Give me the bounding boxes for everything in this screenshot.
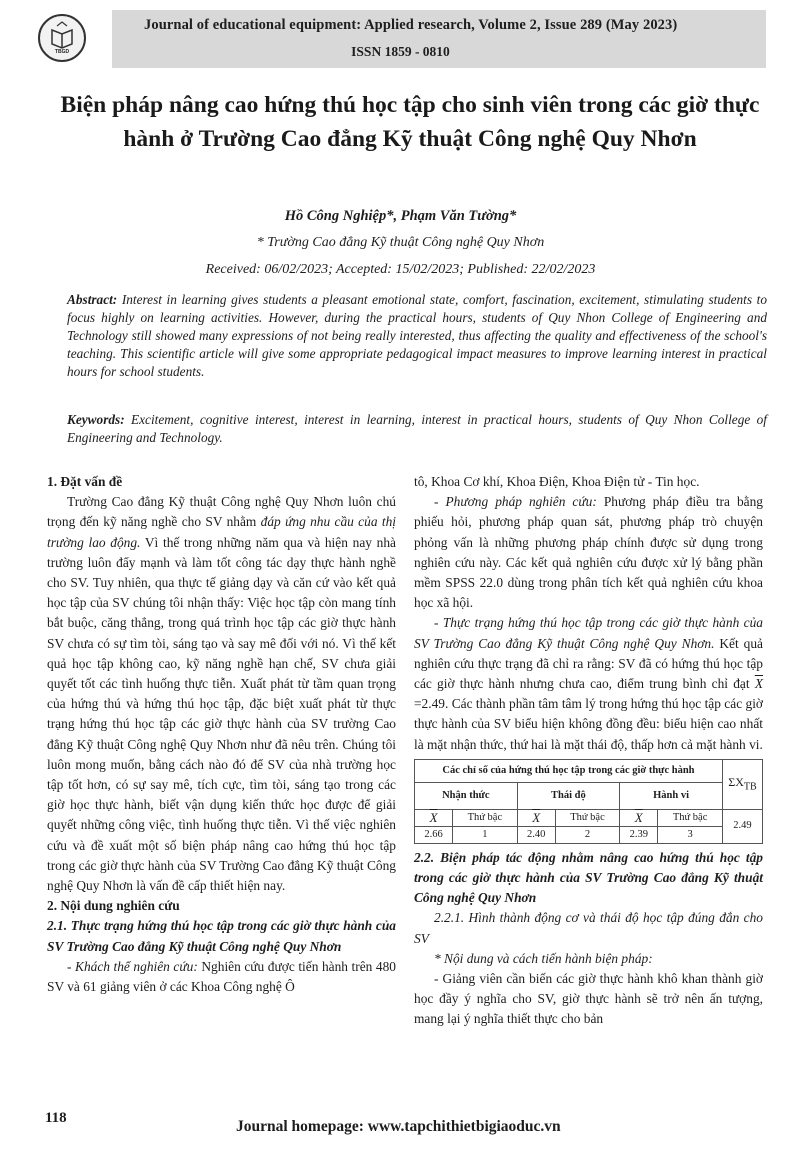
paragraph-method bbox=[414, 492, 763, 613]
keywords bbox=[67, 411, 767, 447]
mean-header: $\overline{X}$ bbox=[415, 809, 453, 826]
section-heading-2: 2. Nội dung nghiên cứu bbox=[47, 898, 180, 914]
article-title: Biện pháp nâng cao hứng thú học tập cho sinh viên trong các giờ thực hành ở Trường Cao đẳng Kỹ thuật Công nghệ Quy Nhơn bbox=[60, 92, 760, 152]
intro-text-italic: đáp ứng nhu cầu của thị trường lao động. bbox=[47, 514, 396, 550]
sum-label: ΣX bbox=[728, 774, 744, 789]
table-sum-header bbox=[722, 759, 762, 809]
group-hanh-vi: Hành vi bbox=[620, 782, 723, 809]
abstract-label: Abstract: bbox=[67, 292, 118, 307]
table-cell: 2 bbox=[555, 826, 620, 843]
status-label: - Thực trạng hứng thú học tập trong các giờ thực hành của SV Trường Cao đẳng Kỹ thuật Công nghệ Quy Nhơn. bbox=[414, 615, 763, 651]
abstract-text: Interest in learning gives students a pleasant emotional state, comfort, fascination, excitement, stimulating students to focus highly on learning activities. However, during the practical hours, students of Quy Nhon College of Engineering and Technology still showed many expressions of not being really interested, thus affecting the quality and effectiveness of the school's teaching. This scientific article will give some appropriate pedagogical impact measures to improve learning interest in practical hours for school students. bbox=[67, 292, 767, 379]
page-number: 118 bbox=[45, 1110, 67, 1126]
paragraph-continuation: tô, Khoa Cơ khí, Khoa Điện, Khoa Điện tử - Tin học. bbox=[414, 474, 700, 489]
table-caption: Các chỉ số của hứng thú học tập trong các giờ thực hành bbox=[415, 759, 723, 782]
issn: ISSN 1859 - 0810 bbox=[351, 44, 450, 59]
intro-text-b: Vì thế trong những năm qua và hiện nay nhà trường luôn đẩy mạnh và làm tốt công tác dạy thực hành nghề cho SV. Tuy nhiên, qua thực tế giảng dạy và căn cứ vào kết quả học tập của SV chúng tôi nhận thấy: Việc học tập còn mang tính bắt buộc, căng thẳng, trong quá trình học tập các giờ thực hành SV chưa có sự tìm tòi, sáng tạo và say mê đối với nó. Vì thế kết quả học tập không cao, kỹ năng nghề hạn chế, SV chưa giải quyết tốt các tình huống thực tiễn. Xuất phát từ tầm quan trọng của hứng thú và hứng thú học tập, đặc biệt xuất phát từ thực trạng hứng thú học tập các giờ thực hành của SV trường Cao đẳng Kỹ thuật Công nghệ Quy Nhơn như đã nêu trên. Chúng tôi luôn mong muốn, bằng cách nào đó để SV của nhà trường học tập tốt hơn, có sự say mê, tích cực, tìm tòi, sáng tạo trong các giờ học thực hành, biết vận dụng kiến thức học được để giải quyết những công việc, tình huống thực tiễn. Vì thế việc nghiên cứu và đề xuất một số biện pháp nâng cao hứng thú học tập trong các giờ thực hành của SV Trường Cao đẳng Kỹ thuật Công nghệ Quy Nhơn là vấn đề cấp thiết hiện nay. bbox=[47, 534, 396, 894]
right-column bbox=[414, 472, 763, 1030]
subsection-heading-2-1: 2.1. Thực trạng hứng thú học tập trong các giờ thực hành của SV Trường Cao đẳng Kỹ thuật Công nghệ Quy Nhơn bbox=[47, 918, 396, 954]
publication-dates: Received: 06/02/2023; Accepted: 15/02/2023; Published: 22/02/2023 bbox=[205, 262, 596, 277]
group-nhan-thuc: Nhận thức bbox=[415, 782, 518, 809]
rank-header: Thứ bậc bbox=[658, 809, 723, 826]
table-cell: 1 bbox=[453, 826, 518, 843]
mean-header: $\overline{X}$ bbox=[517, 809, 555, 826]
paragraph-status bbox=[414, 613, 763, 754]
table-cell: 2.66 bbox=[415, 826, 453, 843]
content-label: * Nội dung và cách tiến hành biện pháp: bbox=[434, 950, 653, 966]
method-text: Phương pháp điều tra bằng phiếu hỏi, phương pháp quan sát, phương pháp trò chuyện phỏng vấn là những phương pháp chính được sử dụng trong nghiên cứu này. Các kết quả nghiên cứu được xử lý bằng phần mềm SPSS 22.0 dùng trong phân tích kết quả nghiên cứu khoa học xã hội. bbox=[414, 494, 763, 611]
mean-symbol: $\overline{X}$ bbox=[754, 676, 763, 692]
mean-header: $\overline{X}$ bbox=[620, 809, 658, 826]
subjects-label: - Khách thể nghiên cứu: bbox=[67, 958, 198, 974]
rank-header: Thứ bậc bbox=[453, 809, 518, 826]
journal-citation: Journal of educational equipment: Applied research, Volume 2, Issue 289 (May 2023) bbox=[144, 17, 678, 33]
table-cell: 2.40 bbox=[517, 826, 555, 843]
logo-text: TBGD bbox=[54, 49, 70, 55]
sum-sub: TB bbox=[743, 781, 757, 793]
keywords-text: Excitement, cognitive interest, interest in learning, interest in practical hours, students of Quy Nhon College of Engineering and Technology. bbox=[67, 412, 767, 445]
group-thai-do: Thái độ bbox=[517, 782, 620, 809]
rank-header: Thứ bậc bbox=[555, 809, 620, 826]
subsection-heading-2-2-1: 2.2.1. Hình thành động cơ và thái độ học tập đúng đắn cho SV bbox=[414, 910, 763, 946]
status-text-a: Kết quả nghiên cứu thực trạng đã chỉ ra rằng: SV đã có hứng thú học tập các giờ thực hành nhưng chưa cao, điểm trung bình chỉ đạt bbox=[414, 635, 763, 692]
abstract bbox=[67, 291, 767, 381]
keywords-label: Keywords: bbox=[67, 412, 125, 427]
subsection-heading-2-2: 2.2. Biện pháp tác động nhằm nâng cao hứng thú học tập trong các giờ thực hành của SV Trường Cao đẳng Kỹ thuật Công nghệ Quy Nhơn bbox=[414, 849, 763, 906]
status-text-b: =2.49. Các thành phần tâm tâm lý trong hứng thú học tập các giờ thực hành của SV biểu hiện không đồng đều: biểu hiện cao nhất là mặt nhận thức, thứ hai là mặt thái độ, thấp hơn cả mặt hành vi. bbox=[414, 696, 763, 752]
intro-text-a: Trường Cao đẳng Kỹ thuật Công nghệ Quy Nhơn luôn chú trọng đến kỹ năng nghề cho SV nhằm bbox=[47, 494, 396, 530]
paragraph-intro bbox=[47, 492, 396, 896]
affiliation: * Trường Cao đẳng Kỹ thuật Công nghệ Quy Nhơn bbox=[256, 235, 545, 250]
paragraph-lecturer: - Giảng viên cần biến các giờ thực hành khô khan thành giờ học đầy ý nghĩa cho SV, giờ thực hành sẽ trở nên ấn tượng, mang lại ý nghĩa thiết thực cho bản bbox=[414, 971, 763, 1027]
journal-homepage: Journal homepage: www.tapchithietbigiaoduc.vn bbox=[236, 1118, 561, 1135]
table-cell: 2.39 bbox=[620, 826, 658, 843]
total-mean: 2.49 bbox=[722, 809, 762, 843]
table-cell: 3 bbox=[658, 826, 723, 843]
subjects-text: Nghiên cứu được tiến hành trên 480 SV và 61 giảng viên ở các Khoa Công nghệ Ô bbox=[47, 958, 396, 995]
section-heading-1: 1. Đặt vấn đề bbox=[47, 474, 123, 489]
paragraph-subjects bbox=[47, 957, 396, 997]
interest-table bbox=[414, 759, 763, 844]
method-label: - Phương pháp nghiên cứu: bbox=[434, 494, 597, 510]
authors: Hồ Công Nghiệp*, Phạm Văn Tường* bbox=[284, 208, 517, 224]
left-column bbox=[47, 472, 396, 997]
